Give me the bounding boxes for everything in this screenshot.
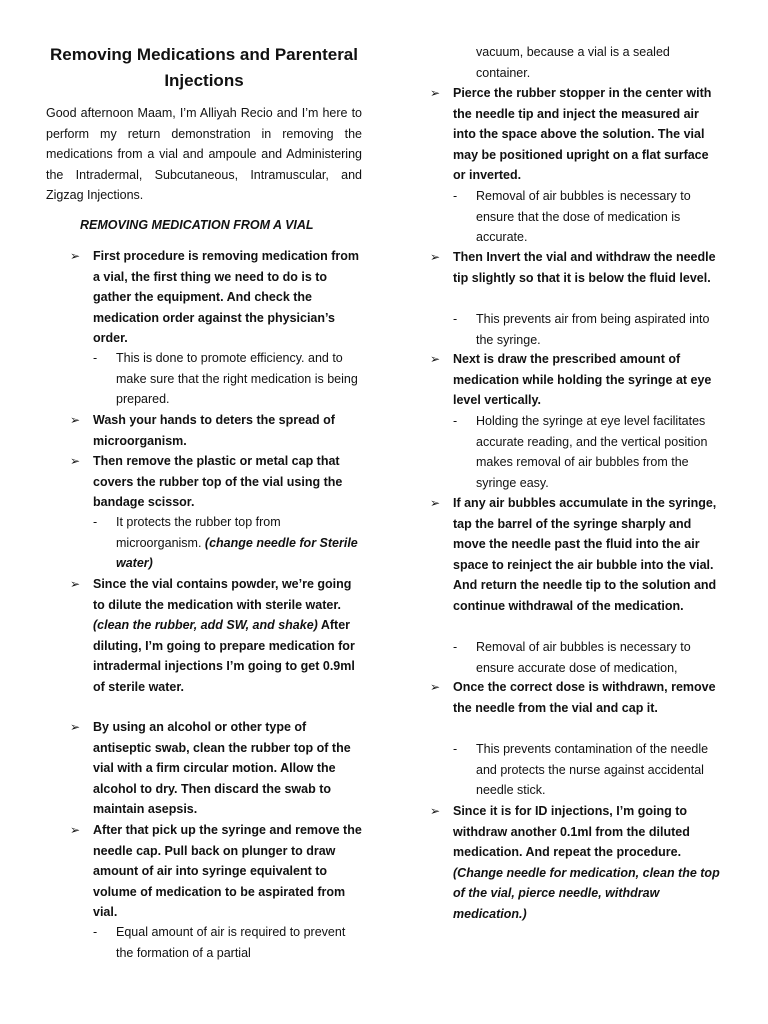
bullet-arrow-icon: ➢ (430, 352, 441, 366)
step-text: First procedure is removing medication from a vial, the first thing we need to do is to gather the equipment. And check the medication order against the physician’s order. (93, 249, 360, 345)
bullet-arrow-icon: ➢ (430, 680, 441, 694)
section-heading: REMOVING MEDICATION FROM A VIAL (80, 218, 314, 232)
step-note-text: Removal of air bubbles is necessary to ensure accurate dose of medication, (476, 640, 691, 675)
step-note-text: Equal amount of air is required to prevent the formation of a partial (116, 925, 346, 960)
step-text: If any air bubbles accumulate in the syringe, tap the barrel of the syringe sharply and move the needle past the fluid into the air space to reinject the air bubble into the vial. And return the needle tip to the solution and continue withdrawal of the medication. (453, 496, 717, 613)
bullet-arrow-icon: ➢ (430, 804, 441, 818)
step-note-split (93, 922, 362, 963)
dash-marker: - (453, 414, 458, 428)
step-note-text: It protects the rubber top from microorganism. (116, 515, 281, 550)
step-item (430, 801, 720, 924)
step-item (430, 349, 720, 411)
step-text: After diluting, I’m going to prepare medication for intradermal injections I’m going to get 0.9ml of sterile water. (93, 618, 355, 694)
step-note-text: vacuum, because a vial is a sealed container. (476, 45, 670, 80)
dash-marker: - (93, 351, 98, 365)
step-note-text: This is done to promote efficiency. and to make sure that the right medication is being prepared. (116, 351, 358, 406)
step-note-continued (453, 42, 720, 83)
bullet-arrow-icon: ➢ (70, 454, 81, 468)
step-text-italic: (clean the rubber, add SW, and shake) (93, 618, 318, 632)
step-item (430, 247, 720, 288)
bullet-arrow-icon: ➢ (430, 250, 441, 264)
step-note-text: Holding the syringe at eye level facilitates accurate reading, and the vertical position makes removal of air bubbles from the syringe easy. (476, 414, 708, 490)
bullet-arrow-icon: ➢ (70, 577, 81, 591)
step-note (453, 186, 720, 248)
step-note (453, 309, 720, 350)
step-text: Once the correct dose is withdrawn, remove the needle from the vial and cap it. (453, 680, 716, 715)
step-item (430, 677, 720, 718)
step-note-text: Removal of air bubbles is necessary to ensure that the dose of medication is accurate. (476, 189, 691, 244)
dash-marker: - (93, 515, 98, 529)
dash-marker: - (93, 925, 98, 939)
step-item (70, 246, 362, 349)
step-note-italic: (change needle for Sterile water) (116, 535, 358, 570)
step-text: After that pick up the syringe and remove the needle cap. Pull back on plunger to draw amount of air into syringe equivalent to volume of medication to be aspirated from vial. (93, 823, 362, 919)
bullet-arrow-icon: ➢ (70, 823, 81, 837)
intro-paragraph: Good afternoon Maam, I’m Alliyah Recio and I’m here to perform my return demonstration in removing the medications from a vial and ampoule and Administering the Intradermal, Subcutaneous, Intramuscular, and Zigzag Injections. (46, 106, 362, 202)
bullet-arrow-icon: ➢ (430, 86, 441, 100)
step-text: Pierce the rubber stopper in the center with the needle tip and inject the measured air into the space above the solution. The vial may be positioned upright on a flat surface or inverted. (453, 86, 712, 182)
step-item (70, 410, 362, 451)
step-text: Wash your hands to deters the spread of microorganism. (93, 413, 335, 448)
step-item (430, 83, 720, 186)
bullet-arrow-icon: ➢ (70, 249, 81, 263)
step-note-text: This prevents contamination of the needle and protects the nurse against accidental needle stick. (476, 742, 709, 797)
step-item (70, 451, 362, 513)
step-note (93, 512, 362, 574)
step-text: Then Invert the vial and withdraw the needle tip slightly so that it is below the fluid level. (453, 250, 716, 285)
step-text: Then remove the plastic or metal cap that covers the rubber top of the vial using the bandage scissor. (93, 454, 343, 509)
step-note (453, 739, 720, 801)
step-note (453, 637, 720, 678)
step-item (70, 574, 362, 697)
dash-marker: - (453, 640, 458, 654)
step-item (70, 717, 362, 820)
step-text-italic: (Change needle for medication, clean the top of the vial, pierce needle, withdraw medication.) (453, 865, 720, 921)
step-text: Since it is for ID injections, I’m going to withdraw another 0.1ml from the diluted medication. And repeat the procedure. (453, 804, 690, 859)
dash-marker: - (453, 189, 458, 203)
step-item (430, 493, 720, 616)
step-item (70, 820, 362, 923)
step-text: Since the vial contains powder, we’re going to dilute the medication with sterile water. (93, 577, 352, 612)
dash-marker: - (453, 742, 458, 756)
dash-marker: - (453, 312, 458, 326)
step-note (93, 348, 362, 410)
document-title: Removing Medications and Parenteral Injections (50, 45, 358, 90)
bullet-arrow-icon: ➢ (70, 413, 81, 427)
bullet-arrow-icon: ➢ (430, 496, 441, 510)
bullet-arrow-icon: ➢ (70, 720, 81, 734)
step-note-text: This prevents air from being aspirated into the syringe. (476, 312, 710, 347)
step-note (453, 411, 720, 493)
step-text: Next is draw the prescribed amount of medication while holding the syringe at eye level vertically. (453, 352, 712, 407)
step-text: By using an alcohol or other type of antiseptic swab, clean the rubber top of the vial with a firm circular motion. Allow the alcohol to dry. Then discard the swab to maintain asepsis. (93, 720, 351, 816)
